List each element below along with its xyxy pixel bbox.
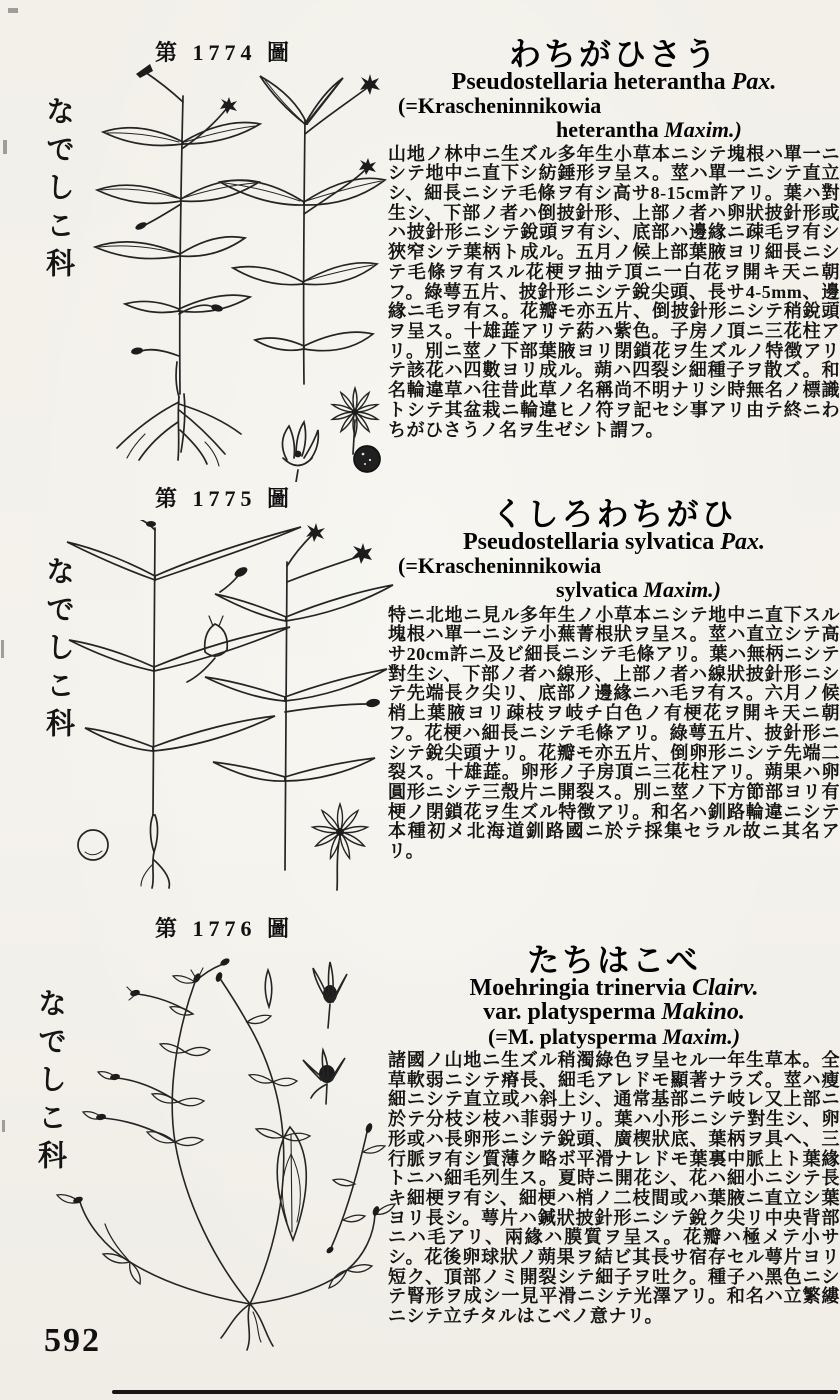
author: Clairv. [692, 975, 759, 1001]
scan-artifact [3, 140, 7, 154]
description-text: 特ニ北地ニ見ル多年生ノ小草本ニシテ地中ニ直下スル塊根ハ單一ニシテ小蕪菁根狀ヲ呈ス。莖ハ直立シテ高サ20cm許ニ及ビ細長ニシテ毛條アリ。葉ハ無柄ニシテ對生シ、下部ノ者ハ線形、上部ノ者ハ線狀披針形ニシテ先端長ク尖リ、底部ノ邊緣ニハ毛ヲ有ス。六月ノ候梢上葉腋ヨリ疎枝ヲ岐チ白色ノ有梗花ヲ開キ天ニ朝フ。花梗ハ細長ニシテ毛條アリ。綠萼五片、披針形ニシテ銳尖頭ナリ。花瓣モ亦五片、倒卵形ニシテ先端二裂ス。十雄蕋。卵形ノ子房頂ニ三花柱アリ。蒴果ハ卵圓形ニシテ三殼片ニ開裂ス。別ニ莖ノ下方節部ヨリ有梗ノ閉鎖花ヲ生ズル特徴アリ。和名ハ釧路輪違ニシテ本種初メ北海道釧路國ニ於テ採集セラル故ニ其名アリ。 [388, 604, 840, 862]
synonym-open: (=Krascheninnikowia [398, 553, 602, 579]
figure-caption: 第 1775 圖 [155, 486, 295, 511]
synonym: (=M. platysperma Maxim.) [487, 1023, 741, 1049]
figure-caption: 第 1776 圖 [155, 916, 295, 941]
scan-artifact [1, 640, 4, 658]
binomial: Pseudostellaria sylvatica [463, 529, 721, 555]
description-text: 山地ノ林中ニ生ズル多年生小草本ニシテ塊根ハ單一ニシテ地中ニ直下シ紡錘形ヲ呈ス。莖ハ單一ニシテ直立シ、細長ニシテ毛條ヲ有シ高サ8-15cm許アリ。葉ハ對生シ、下部ノ者ハ倒披針形、上部ノ者ハ卵狀披針形或ハ披針形ニシテ銳頭ヲ有シ、底部ハ邊緣ニ疎毛ヲ有シ狹窄シテ葉柄ト成ル。五月ノ候上部葉腋ヨリ細長ニシテ毛條ヲ有スル花梗ヲ抽テ頂ニ一白花ヲ開キ天ニ朝フ。綠萼五片、披針形ニシテ銳尖頭、長サ4-5mm、邊緣ニ毛ヲ有ス。花瓣モ亦五片、倒披針形ニシテ稍銳頭ヲ呈ス。十雄蕋アリテ葯ハ紫色。子房ノ頂ニ三花柱アリ。別ニ莖ノ下部葉腋ヨリ閉鎖花ヲ生ズルノ特徴アリテ該花ハ四數ヨリ成ル。蒴ハ四裂シ細種子ヲ散ズ。和名輪違草ハ往昔此草ノ名稱尚不明ナリシ時無名ノ標識トシテ其盆栽ニ輪違ヒノ符ヲ記セシ事アリ由テ終ニわちがひさうノ名ヲ生ゼシト謂フ。 [388, 143, 840, 440]
page-number: 592 [44, 1322, 101, 1359]
family-label: なでしこ科 [42, 96, 74, 286]
page-bottom-rule [112, 1390, 838, 1394]
entry-title: わちがひさう [508, 36, 719, 72]
entry-title: たちはこべ [527, 942, 701, 978]
scientific-name [388, 70, 840, 94]
variety-name: var. platysperma Makino. [483, 999, 745, 1026]
scan-artifact [2, 1120, 5, 1132]
synonym-open: (=Krascheninnikowia [398, 93, 602, 119]
author: Pax. [731, 69, 777, 95]
scan-artifact [8, 8, 18, 13]
scientific-name [388, 976, 840, 1000]
synonym-close: sylvatica Maxim.) [556, 576, 722, 602]
family-label: なでしこ科 [34, 988, 66, 1178]
synonym-close: heterantha Maxim.) [556, 116, 742, 142]
botanical-illustration-1776 [25, 952, 400, 1372]
binomial: Moehringia trinervia [469, 975, 693, 1001]
botanical-illustration-1775 [55, 520, 400, 906]
author: Pax. [720, 529, 765, 555]
family-label: なでしこ科 [42, 556, 74, 746]
description-text: 諸國ノ山地ニ生ズル稍濁綠色ヲ呈セル一年生草本。全草軟弱ニシテ瘠長、細毛アレドモ顯著ナラズ。莖ハ瘦細ニシテ直立或ハ斜上シ、通常基部ニテ岐レ又上部ニ於テ分枝シ枝ハ菲弱ナリ。葉ハ小形ニシテ對生シ、卵形或ハ長卵形ニシテ銳頭、廣楔狀底、葉柄ヲ具ヘ、三行脈ヲ有シ質薄ク略ボ平滑ナレドモ葉裏中脈上ト葉緣トニハ細毛列生ス。夏時ニ開花シ、花ハ細小ニシテ長キ細梗ヲ有シ、細梗ハ梢ノ二枝間或ハ葉腋ニ直立シ葉ヨリ長シ。萼片ハ鍼狀披針形ニシテ銳ク尖リ中央背部ニハ毛アリ、兩緣ハ膜質ヲ呈ス。花瓣ハ極メテ小サシ。花後卵球狀ノ蒴果ヲ結ビ其長サ宿存セル萼片ヨリ短ク、頂部ノミ開裂シテ細子ヲ吐ク。種子ハ黑色ニシテ腎形ヲ成シ一見平滑ニシテ光澤アリ。和名ハ立繁縷ニシテ立チタルはこべノ意ナリ。 [388, 1050, 840, 1327]
botanical-illustration-1774 [55, 62, 400, 482]
binomial: Pseudostellaria heterantha [451, 69, 732, 95]
scientific-name [388, 530, 840, 554]
entry-title: くしろわちがひ [491, 496, 737, 532]
figure-caption: 第 1774 圖 [155, 40, 295, 65]
